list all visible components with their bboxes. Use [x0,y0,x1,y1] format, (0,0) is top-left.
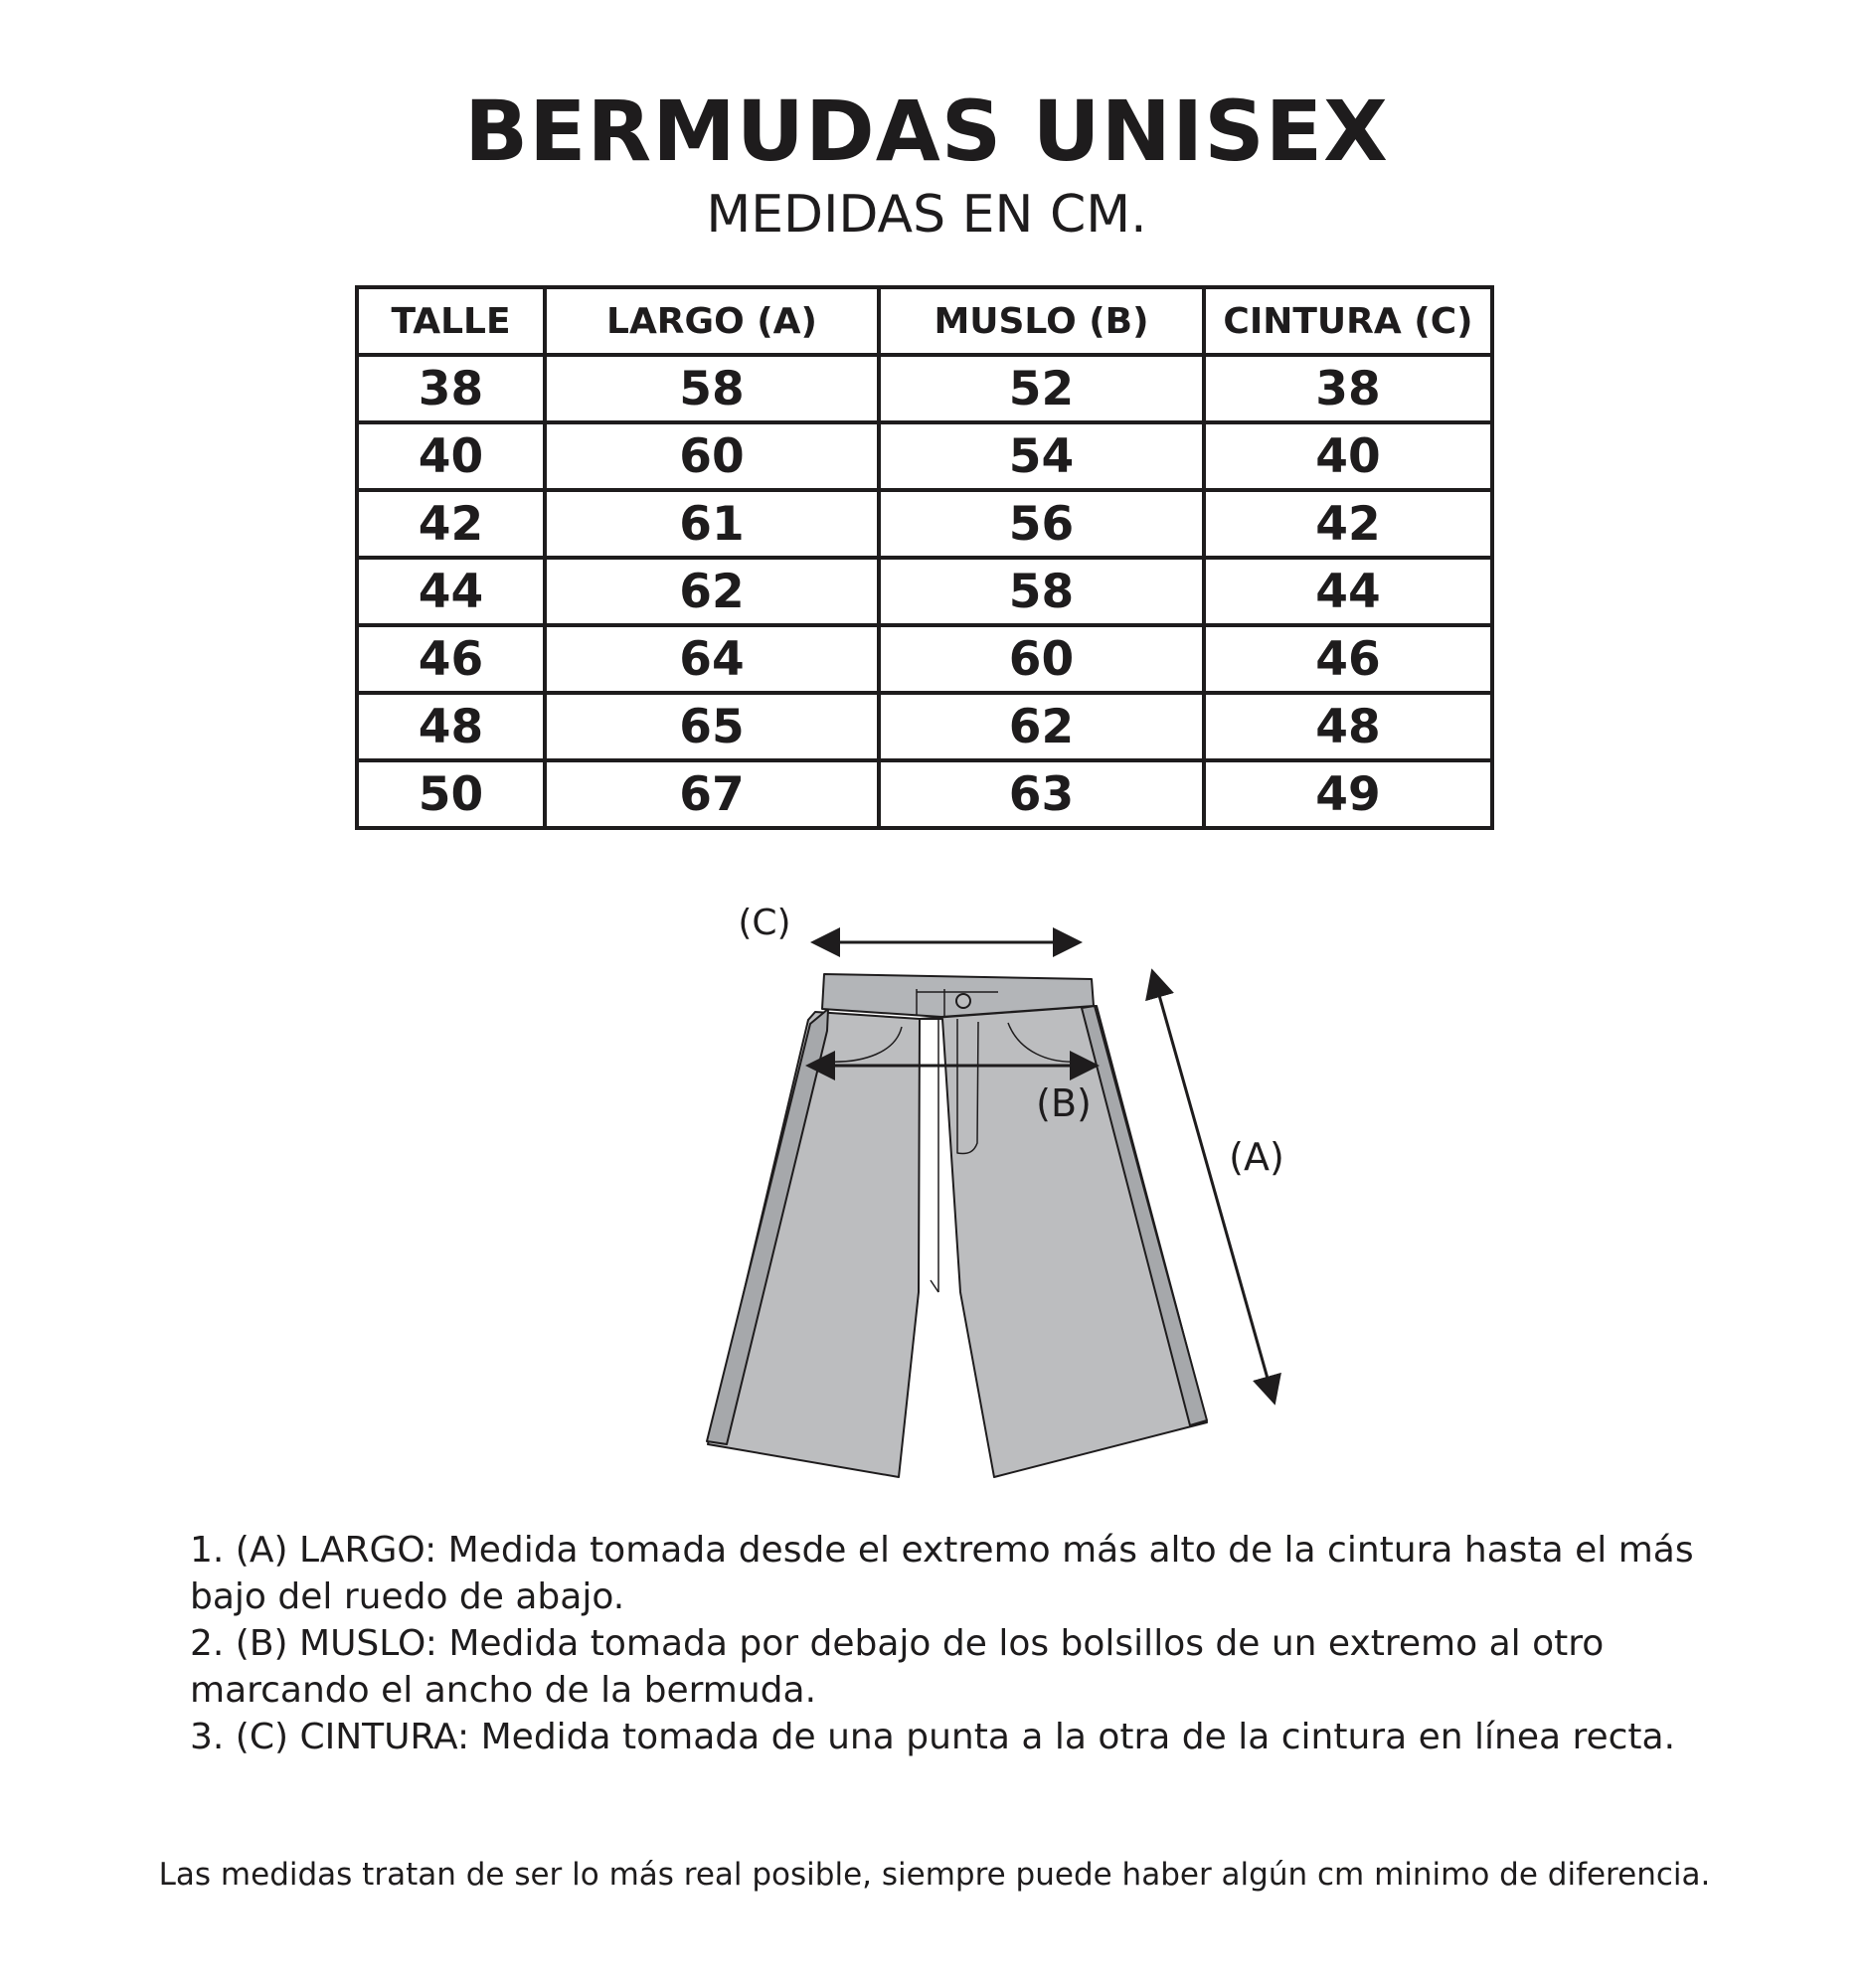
column-header-talle: TALLE [357,287,545,355]
cell-muslo: 52 [879,355,1204,422]
cell-muslo: 60 [879,625,1204,693]
cell-largo: 58 [545,355,879,422]
disclaimer-footer: Las medidas tratan de ser lo más real posible, siempre puede haber algún cm minimo de diferencia. [158,1857,1711,1893]
table-row [357,625,1492,693]
waistband-button [956,994,970,1008]
column-header-muslo: MUSLO (B) [879,287,1204,355]
note-muslo: 2. (B) MUSLO: Medida tomada por debajo de los bolsillos de un extremo al otro marcando el ancho de la bermuda. [190,1623,1605,1711]
cell-largo: 65 [545,693,879,760]
cell-largo: 60 [545,422,879,490]
cell-largo: 62 [545,558,879,625]
cell-cintura: 46 [1204,625,1492,693]
cell-cintura: 44 [1204,558,1492,625]
cell-talle: 46 [357,625,545,693]
cell-largo: 61 [545,490,879,558]
note-largo: 1. (A) LARGO: Medida tomada desde el extremo más alto de la cintura hasta el más bajo del ruedo de abajo. [190,1530,1694,1617]
size-table [355,285,1494,830]
page-title: BERMUDAS UNISEX [464,83,1389,180]
cell-talle: 48 [357,693,545,760]
cell-talle: 44 [357,558,545,625]
cell-largo: 64 [545,625,879,693]
cell-muslo: 63 [879,760,1204,828]
table-row [357,558,1492,625]
length-label: (A) [1229,1135,1284,1179]
cell-talle: 42 [357,490,545,558]
cell-cintura: 42 [1204,490,1492,558]
cell-talle: 40 [357,422,545,490]
cell-cintura: 40 [1204,422,1492,490]
cell-muslo: 54 [879,422,1204,490]
cell-talle: 38 [357,355,545,422]
measurement-notes [190,1527,1701,1760]
cell-talle: 50 [357,760,545,828]
cell-cintura: 38 [1204,355,1492,422]
cell-muslo: 58 [879,558,1204,625]
table-row [357,490,1492,558]
cell-cintura: 49 [1204,760,1492,828]
note-cintura: 3. (C) CINTURA: Medida tomada de una punta a la otra de la cintura en línea recta. [190,1717,1676,1757]
table-row [357,422,1492,490]
waist-label: (C) [738,903,791,943]
column-header-largo: LARGO (A) [545,287,879,355]
column-header-cintura: CINTURA (C) [1204,287,1492,355]
cell-cintura: 48 [1204,693,1492,760]
cell-muslo: 62 [879,693,1204,760]
cell-largo: 67 [545,760,879,828]
table-header-row [357,287,1492,355]
table-row [357,760,1492,828]
table-row [357,355,1492,422]
shorts-illustration [707,974,1207,1477]
bermuda-measurement-diagram [676,895,1312,1491]
page-subtitle: MEDIDAS EN CM. [706,185,1147,245]
shorts-right-leg [920,1006,1207,1477]
cell-muslo: 56 [879,490,1204,558]
table-row [357,693,1492,760]
thigh-label: (B) [1036,1081,1092,1125]
